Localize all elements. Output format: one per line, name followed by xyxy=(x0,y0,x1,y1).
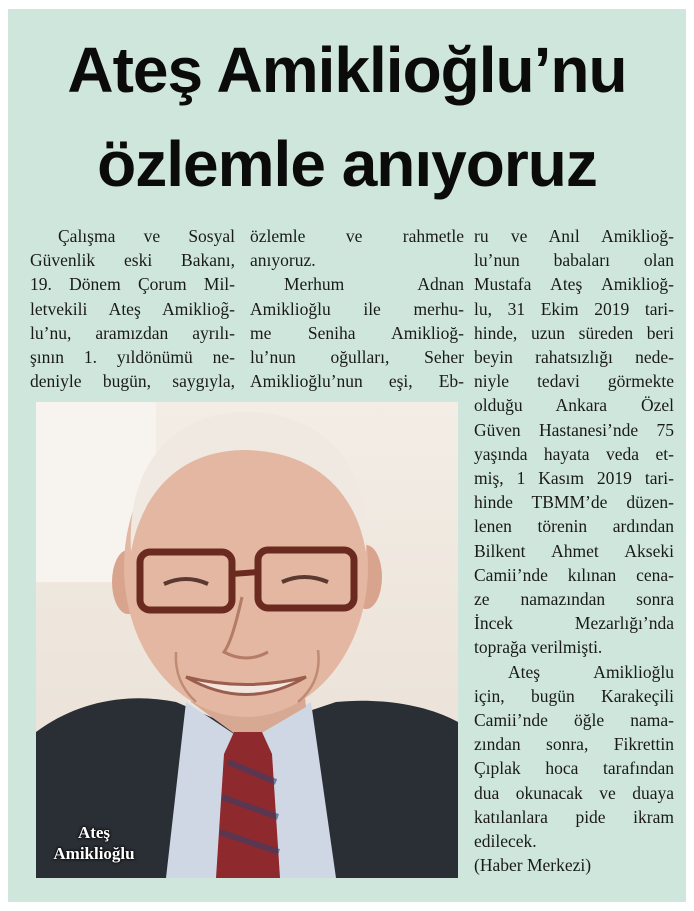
article-line: Camii’nde kılınan cena- xyxy=(474,564,674,585)
portrait-photo xyxy=(36,402,458,878)
article-column-1 xyxy=(30,224,235,393)
article-line: lenen törenin ardından xyxy=(474,516,674,537)
article-line: Mustafa Ateş Amiklioğ- xyxy=(474,274,674,295)
article-column-3 xyxy=(474,224,674,877)
article-line: 19. Dönem Çorum Mil- xyxy=(30,274,235,295)
article-line: Amiklioğlu’nun eşi, Eb- xyxy=(250,371,464,392)
article-line: (Haber Merkezi) xyxy=(474,855,592,876)
article-line: lu’nun babaları olan xyxy=(474,250,674,271)
article-line: lu, 31 Ekim 2019 tari- xyxy=(474,298,674,319)
article-line: miş, 1 Kasım 2019 tari- xyxy=(474,468,674,489)
article-line: Amiklioğlu ile merhu- xyxy=(250,298,464,319)
article-line: toprağa verilmişti. xyxy=(474,637,603,658)
article-line: hinde, uzun süreden beri xyxy=(474,322,674,343)
article-line: ze namazından sonra xyxy=(474,589,674,610)
article-line: Güven Hastanesi’nde 75 xyxy=(474,419,674,440)
caption-line-2: Amiklioğlu xyxy=(53,844,135,863)
article-line: için, bugün Karakeçili xyxy=(474,685,674,706)
article-line: yaşında hayata veda et- xyxy=(474,443,674,464)
article-line: edilecek. xyxy=(474,831,537,852)
article-line: İncek Mezarlığı’nda xyxy=(474,613,674,634)
article-line: şının 1. yıldönümü ne- xyxy=(30,347,235,368)
article-line: letvekili Ateş Amikliog̃- xyxy=(30,298,235,319)
article-line: olduğu Ankara Özel xyxy=(474,395,674,416)
photo-caption xyxy=(38,822,150,864)
article-line: dua okunacak ve duaya xyxy=(474,782,674,803)
caption-line-1: Ateş xyxy=(77,823,111,842)
article-column-2 xyxy=(250,224,464,393)
article-line: zından sonra, Fikrettin xyxy=(474,734,674,755)
article-line: me Seniha Amiklioğ- xyxy=(250,322,464,343)
headline-line-1: Ateş Amiklioğlu’nu xyxy=(67,34,627,106)
article-line: Ateş Amiklioğlu xyxy=(508,661,674,682)
article-line: beyin rahatsızlığı nede- xyxy=(474,347,674,368)
article-line: ru ve Anıl Amiklioğ- xyxy=(474,226,674,246)
article-line: deniyle bugün, saygıyla, xyxy=(30,371,235,392)
article-line: anıyoruz. xyxy=(250,250,316,271)
portrait-illustration xyxy=(36,402,458,878)
article-line: lu’nun oğulları, Seher xyxy=(250,347,464,368)
article-line: katılanlara pide ikram xyxy=(474,806,674,827)
article-line: niyle tedavi görmekte xyxy=(474,371,674,392)
article-line: özlemle ve rahmetle xyxy=(250,226,464,246)
article-line: hinde TBMM’de düzen- xyxy=(474,492,674,513)
article-line: Camii’nde öğle nama- xyxy=(474,710,674,731)
article-line: Bilkent Ahmet Akseki xyxy=(474,540,674,561)
article-line: Merhum Adnan xyxy=(284,274,464,295)
article-line: Güvenlik eski Bakanı, xyxy=(30,250,235,271)
article-line: lu’nu, aramızdan ayrılı- xyxy=(30,322,235,343)
article-line: Çalışma ve Sosyal xyxy=(58,226,235,246)
article-line: Çıplak hoca tarafından xyxy=(474,758,674,779)
headline-line-2: özlemle anıyoruz xyxy=(97,128,597,200)
